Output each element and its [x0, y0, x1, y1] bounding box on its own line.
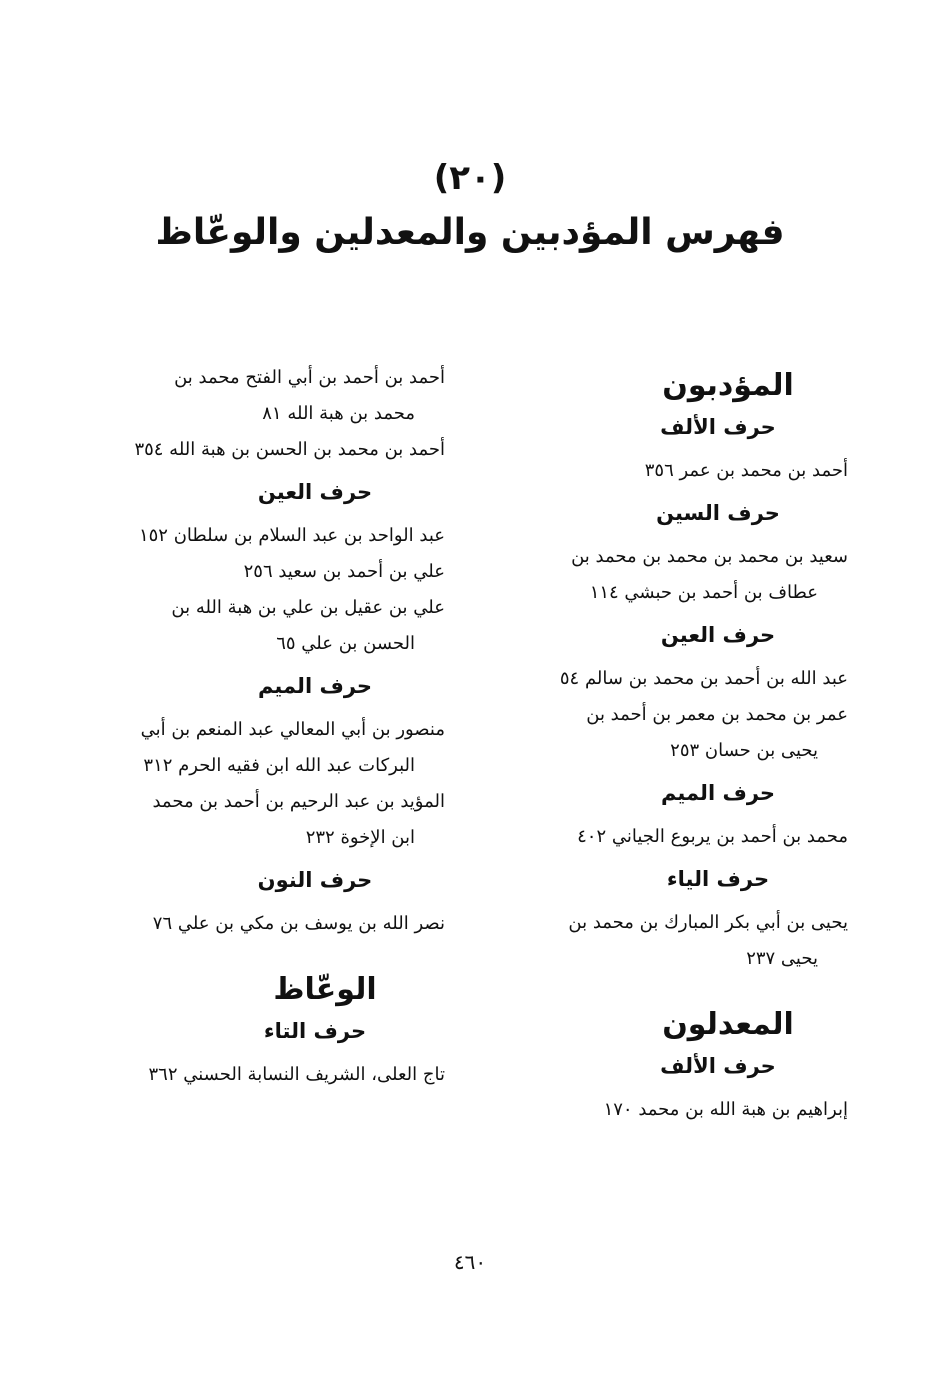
index-entry: محمد بن أحمد بن يربوع الجياني ٤٠٢ — [577, 826, 848, 847]
index-entry: المؤيد بن عبد الرحيم بن أحمد بن محمد ابن الإخوة ٢٣٢ — [152, 791, 445, 848]
index-entry: منصور بن أبي المعالي عبد المنعم بن أبي البركات عبد الله ابن فقيه الحرم ٣١٢ — [140, 719, 445, 776]
letter-heading-alif-2: حرف الألف — [660, 1054, 776, 1078]
page-number: ٤٦٠ — [453, 1250, 487, 1274]
letter-heading-ya: حرف الياء — [666, 867, 770, 891]
left-column — [85, 360, 445, 1093]
letter-heading-nun: حرف النون — [257, 868, 373, 892]
section-number: (٢٠) — [433, 158, 507, 198]
heading-wuaaz: الوعّاظ — [273, 972, 377, 1007]
index-entry: إبراهيم بن هبة الله بن محمد ١٧٠ — [603, 1099, 848, 1120]
letter-heading-mim: حرف الميم — [660, 781, 776, 805]
index-entry: علي بن أحمد بن سعيد ٢٥٦ — [243, 561, 445, 582]
index-entry: يحيى بن أبي بكر المبارك بن محمد بن يحيى ٢٣٧ — [568, 912, 848, 969]
index-entry: أحمد بن محمد بن عمر ٣٥٦ — [644, 460, 848, 481]
letter-heading-mim: حرف الميم — [257, 674, 373, 698]
index-entry: سعيد بن محمد بن محمد بن محمد بن عطاف بن أحمد بن حبشي ١١٤ — [571, 546, 848, 603]
letter-heading-ayn: حرف العين — [660, 623, 776, 647]
index-entry: عبد الواحد بن عبد السلام بن سلطان ١٥٢ — [138, 525, 445, 546]
right-column — [488, 360, 848, 1128]
index-entry: نصر الله بن يوسف بن مكي بن علي ٧٦ — [152, 913, 445, 934]
letter-heading-ta: حرف التاء — [263, 1019, 367, 1043]
index-entry: أحمد بن محمد بن الحسن بن هبة الله ٣٥٤ — [134, 439, 445, 460]
index-entry: عبد الله بن أحمد بن محمد بن سالم ٥٤ — [559, 668, 848, 689]
heading-muaddilun: المعدلون — [662, 1007, 794, 1042]
index-entry: عمر بن محمد بن معمر بن أحمد بن يحيى بن حسان ٢٥٣ — [586, 704, 848, 761]
letter-heading-sin: حرف السين — [656, 501, 780, 525]
heading-muaddibun: المؤدبون — [662, 368, 794, 403]
index-entry: أحمد بن أحمد بن أبي الفتح محمد بن محمد بن هبة الله ٨١ — [174, 367, 445, 424]
index-entry: علي بن عقيل بن علي بن هبة الله بن الحسن بن علي ٦٥ — [171, 597, 445, 654]
letter-heading-alif: حرف الألف — [660, 415, 776, 439]
letter-heading-ayn: حرف العين — [257, 480, 373, 504]
index-entry: تاج العلى، الشريف النسابة الحسني ٣٦٢ — [148, 1064, 445, 1085]
page-title: فهرس المؤدبين والمعدلين والوعّاظ — [155, 212, 785, 253]
